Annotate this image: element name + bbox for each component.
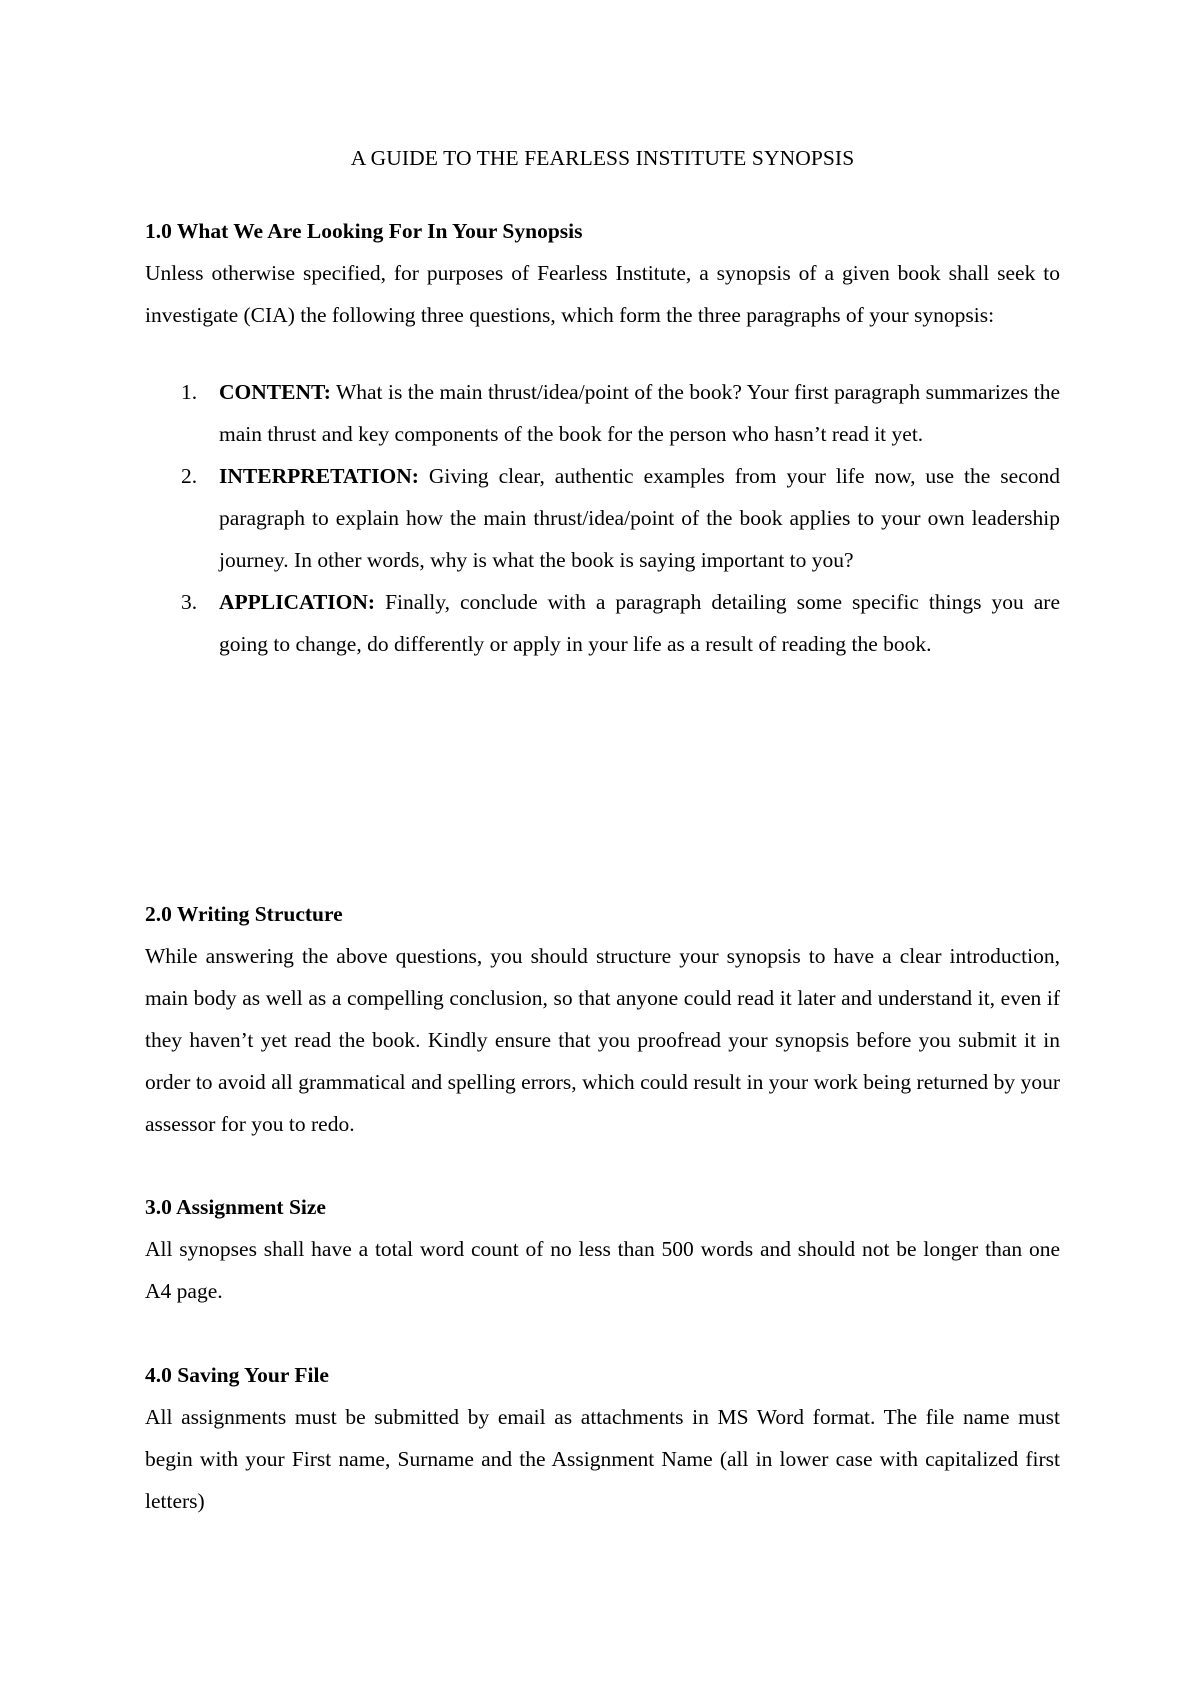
section-assignment-size	[145, 1186, 1060, 1312]
list-text: What is the main thrust/idea/point of the book? Your first paragraph summarizes the main thrust and key components of the book for the person who hasn’t read it yet.	[219, 380, 1060, 446]
section-heading: 4.0 Saving Your File	[145, 1363, 329, 1387]
section-heading: 3.0 Assignment Size	[145, 1195, 326, 1219]
list-term: INTERPRETATION:	[219, 464, 419, 488]
section-intro: Unless otherwise specified, for purposes of Fearless Institute, a synopsis of a given book shall seek to investigate (CIA) the following three questions, which form the three paragraphs of your synopsis:	[145, 261, 1060, 327]
list-item-interpretation	[145, 455, 1060, 581]
list-number: 1.	[181, 380, 198, 404]
list-number: 3.	[181, 590, 198, 614]
document-title: A GUIDE TO THE FEARLESS INSTITUTE SYNOPSIS	[350, 146, 855, 170]
list-item-content	[145, 371, 1060, 455]
section-heading: 1.0 What We Are Looking For In Your Synopsis	[145, 219, 583, 243]
section-heading: 2.0 Writing Structure	[145, 902, 343, 926]
list-item-application	[145, 581, 1060, 665]
list-term: CONTENT:	[219, 380, 331, 404]
section-body: While answering the above questions, you should structure your synopsis to have a clear introduction, main body as well as a compelling conclusion, so that anyone could read it later and understand it, even if they haven’t yet read the book. Kindly ensure that you proofread your synopsis before you submit it in order to avoid all grammatical and spelling errors, which could result in your work being returned by your assessor for you to redo.	[145, 944, 1060, 1136]
question-list	[145, 371, 1060, 665]
list-text: Finally, conclude with a paragraph detailing some specific things you are going to change, do differently or apply in your life as a result of reading the book.	[219, 590, 1060, 656]
section-writing-structure	[145, 893, 1060, 1145]
section-saving-file	[145, 1354, 1060, 1522]
spacer	[145, 336, 1060, 371]
section-body: All synopses shall have a total word count of no less than 500 words and should not be longer than one A4 page.	[145, 1237, 1060, 1303]
section-body: All assignments must be submitted by email as attachments in MS Word format. The file name must begin with your First name, Surname and the Assignment Name (all in lower case with capitalized first letters)	[145, 1405, 1060, 1513]
list-number: 2.	[181, 464, 198, 488]
list-term: APPLICATION:	[219, 590, 376, 614]
section-looking-for	[145, 210, 1060, 665]
list-text: Giving clear, authentic examples from your life now, use the second paragraph to explain how the main thrust/idea/point of the book applies to your own leadership journey. In other words, why is what the book is saying important to you?	[219, 464, 1060, 572]
